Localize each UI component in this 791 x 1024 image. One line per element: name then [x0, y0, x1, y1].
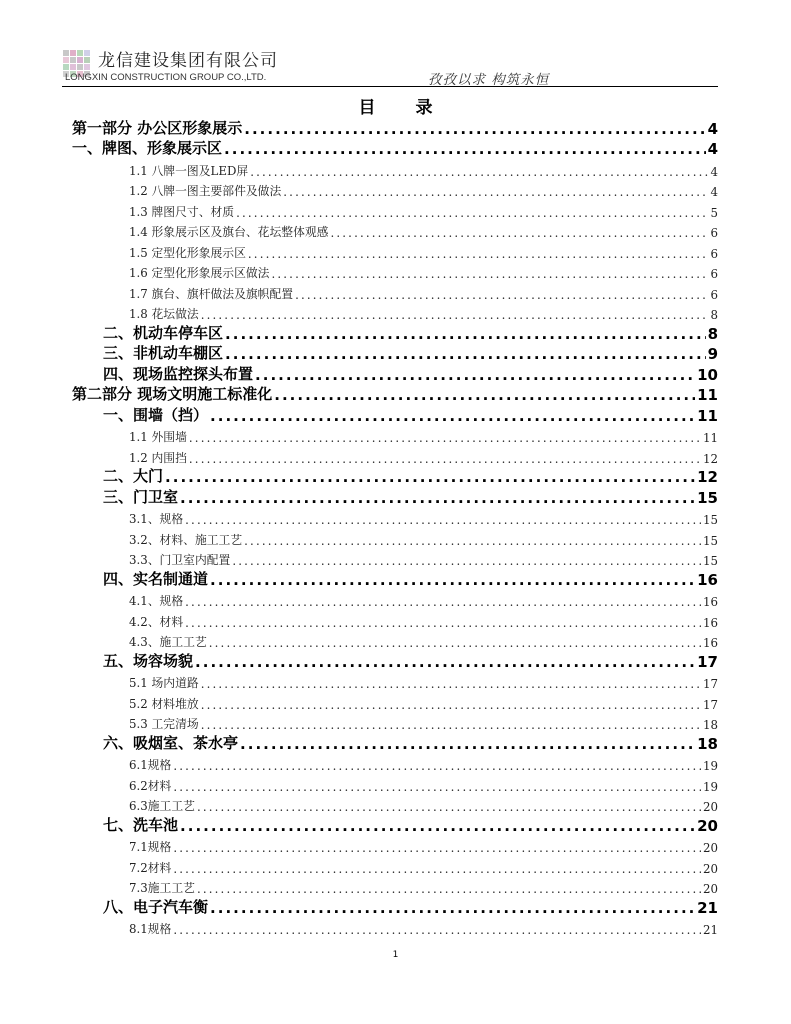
- toc-entry-page: 15: [697, 488, 718, 507]
- toc-entry[interactable]: [72, 179, 718, 200]
- toc-entry-page: 15: [702, 533, 718, 548]
- toc-dot-leader: [236, 206, 708, 220]
- toc-entry[interactable]: [72, 486, 718, 507]
- toc-entry-title: 八、电子汽车衡: [103, 897, 209, 916]
- toc-dot-leader: [197, 800, 701, 814]
- page-header: [62, 44, 718, 90]
- toc-dot-leader: [185, 595, 701, 609]
- toc-entry[interactable]: [72, 630, 718, 651]
- toc-entry-title: 7.3施工工艺: [129, 881, 195, 895]
- toc-dot-leader: [201, 698, 701, 712]
- toc-dot-leader: [295, 288, 708, 302]
- toc-entry-page: 20: [702, 861, 718, 876]
- toc-entry[interactable]: [72, 527, 718, 548]
- toc-entry-page: 6: [710, 226, 718, 240]
- header-divider: [62, 86, 718, 87]
- toc-entry-title: 5.3 工完清场: [129, 717, 199, 731]
- toc-entry-page: 15: [702, 513, 718, 527]
- toc-entry[interactable]: [72, 732, 718, 753]
- toc-entry-title: 五、场容场貌: [103, 651, 194, 670]
- toc-entry-title: 1.6 定型化形象展示区做法: [129, 266, 270, 280]
- toc-entry-page: 8: [707, 324, 718, 343]
- toc-entry-title: 1.4 形象展示区及旗台、花坛整体观感: [129, 225, 329, 239]
- toc-dot-leader: [201, 718, 701, 732]
- toc-entry[interactable]: [72, 609, 718, 630]
- toc-entry-title: 6.1规格: [129, 758, 172, 772]
- toc-entry[interactable]: [72, 712, 718, 733]
- toc-dot-leader: [173, 759, 701, 773]
- toc-entry[interactable]: [72, 917, 718, 938]
- toc-dot-leader: [330, 226, 708, 240]
- toc-entry[interactable]: [72, 855, 718, 876]
- toc-entry-page: 5: [710, 205, 718, 220]
- toc-entry[interactable]: [72, 138, 718, 159]
- toc-dot-leader: [210, 407, 695, 425]
- toc-entry-page: 20: [702, 841, 718, 855]
- toc-entry-page: 6: [710, 267, 718, 281]
- toc-entry[interactable]: [72, 753, 718, 774]
- toc-entry-page: 4: [707, 140, 718, 158]
- toc-entry[interactable]: [72, 384, 718, 405]
- page-number: 1: [392, 950, 399, 960]
- toc-entry-title: 1.5 定型化形象展示区: [129, 245, 246, 260]
- toc-entry-title: 一、牌图、形象展示区: [72, 139, 223, 157]
- toc-entry-page: 8: [710, 308, 718, 322]
- toc-entry-title: 1.2 八牌一图主要部件及做法: [129, 184, 282, 198]
- toc-entry[interactable]: [72, 343, 718, 364]
- toc-dot-leader: [224, 140, 706, 158]
- toc-entry-page: 4: [707, 119, 718, 138]
- toc-entry-title: 1.3 牌图尺寸、材质: [129, 204, 235, 219]
- toc-entry-title: 4.3、施工工艺: [129, 635, 207, 649]
- toc-dot-leader: [244, 534, 701, 548]
- toc-dot-leader: [225, 345, 706, 363]
- toc-entry-page: 16: [697, 570, 718, 589]
- toc-dot-leader: [197, 882, 701, 896]
- toc-dot-leader: [189, 452, 701, 466]
- company-name-cn: 龙信建设集团有限公司: [98, 51, 278, 71]
- toc-entry-page: 21: [702, 923, 718, 937]
- toc-dot-leader: [209, 636, 701, 650]
- toc-dot-leader: [210, 899, 695, 917]
- toc-entry-page: 17: [702, 677, 718, 691]
- toc-entry[interactable]: [72, 589, 718, 610]
- toc-dot-leader: [240, 735, 695, 753]
- toc-entry-title: 7.2材料: [129, 860, 172, 875]
- toc-entry[interactable]: [72, 158, 718, 179]
- toc-entry[interactable]: [72, 568, 718, 589]
- toc-entry-title: 8.1规格: [129, 922, 172, 936]
- toc-entry-page: 10: [697, 365, 718, 384]
- toc-entry[interactable]: [72, 322, 718, 343]
- toc-entry-title: 四、现场监控探头布置: [103, 364, 254, 383]
- toc-entry[interactable]: [72, 240, 718, 261]
- toc-entry-title: 5.2 材料堆放: [129, 696, 199, 711]
- toc-dot-leader: [210, 571, 695, 589]
- toc-dot-leader: [244, 120, 705, 138]
- toc-entry-title: 四、实名制通道: [103, 569, 209, 588]
- toc-entry-title: 一、围墙（挡）: [103, 405, 209, 424]
- toc-dot-leader: [274, 386, 695, 404]
- toc-entry[interactable]: [72, 876, 718, 897]
- toc-entry-title: 3.2、材料、施工工艺: [129, 532, 243, 547]
- toc-entry-title: 三、门卫室: [103, 487, 179, 506]
- toc-entry[interactable]: [72, 261, 718, 282]
- toc-entry[interactable]: [72, 425, 718, 446]
- toc-dot-leader: [283, 185, 708, 199]
- toc-dot-leader: [225, 325, 706, 343]
- toc-entry-page: 17: [697, 652, 718, 671]
- toc-entry-page: 18: [697, 734, 718, 753]
- toc-entry[interactable]: [72, 548, 718, 569]
- company-slogan: 孜孜以求 构筑永恒: [428, 72, 550, 88]
- toc-entry[interactable]: [72, 404, 718, 425]
- toc-dot-leader: [195, 653, 695, 671]
- toc-entry-page: 18: [702, 718, 718, 732]
- toc-entry-page: 4: [710, 164, 718, 179]
- toc-entry-title: 1.1 八牌一图及LED屏: [129, 163, 249, 178]
- toc-dot-leader: [201, 677, 701, 691]
- toc-entry-page: 12: [702, 451, 718, 466]
- toc-dot-leader: [201, 308, 709, 322]
- toc-entry-page: 16: [702, 595, 718, 609]
- toc-entry[interactable]: [72, 671, 718, 692]
- toc-entry-page: 12: [697, 468, 718, 486]
- toc-entry[interactable]: [72, 814, 718, 835]
- company-name-en: LONGXIN CONSTRUCTION GROUP CO.,LTD.: [65, 72, 267, 83]
- toc-entry-title: 6.3施工工艺: [129, 799, 195, 813]
- toc-entry-title: 4.1、规格: [129, 594, 184, 608]
- toc-dot-leader: [271, 267, 708, 281]
- toc-entry-page: 11: [697, 386, 718, 404]
- toc-dot-leader: [173, 841, 701, 855]
- toc-entry[interactable]: [72, 466, 718, 487]
- toc-entry-title: 三、非机动车棚区: [103, 344, 224, 362]
- toc-entry-title: 5.1 场内道路: [129, 676, 199, 690]
- toc-entry-title: 1.7 旗台、旗杆做法及旗帜配置: [129, 286, 294, 301]
- toc-entry[interactable]: [72, 445, 718, 466]
- toc-entry-page: 6: [710, 287, 718, 302]
- toc-dot-leader: [189, 431, 701, 445]
- toc-entry-page: 16: [702, 636, 718, 650]
- toc-entry-title: 1.1 外围墙: [129, 430, 187, 444]
- toc-entry-title: 六、吸烟室、茶水亭: [103, 733, 239, 752]
- toc-entry-page: 11: [697, 406, 718, 425]
- table-of-contents: [72, 117, 718, 937]
- toc-entry-page: 20: [697, 816, 718, 835]
- toc-entry-page: 19: [702, 779, 718, 794]
- toc-entry-page: 19: [702, 759, 718, 773]
- toc-entry-title: 3.1、规格: [129, 512, 184, 526]
- toc-entry-title: 1.8 花坛做法: [129, 307, 199, 321]
- toc-entry-title: 1.2 内围挡: [129, 450, 187, 465]
- toc-entry[interactable]: [72, 220, 718, 241]
- toc-entry-page: 4: [710, 185, 718, 199]
- toc-entry[interactable]: [72, 773, 718, 794]
- toc-entry-page: 20: [702, 882, 718, 896]
- toc-entry[interactable]: [72, 302, 718, 323]
- toc-entry[interactable]: [72, 835, 718, 856]
- toc-entry[interactable]: [72, 363, 718, 384]
- toc-dot-leader: [165, 468, 695, 486]
- toc-entry-page: 15: [702, 554, 718, 568]
- toc-entry[interactable]: [72, 691, 718, 712]
- toc-entry[interactable]: [72, 117, 718, 138]
- toc-dot-leader: [232, 554, 701, 568]
- toc-entry[interactable]: [72, 794, 718, 815]
- toc-entry-page: 9: [707, 345, 718, 363]
- toc-dot-leader: [180, 817, 695, 835]
- toc-entry-title: 七、洗车池: [103, 815, 179, 834]
- toc-entry-page: 21: [697, 898, 718, 917]
- toc-entry-title: 6.2材料: [129, 778, 172, 793]
- toc-entry-title: 3.3、门卫室内配置: [129, 553, 231, 567]
- toc-entry[interactable]: [72, 507, 718, 528]
- toc-dot-leader: [173, 923, 701, 937]
- toc-entry-title: 4.2、材料: [129, 614, 184, 629]
- toc-dot-leader: [173, 862, 701, 876]
- toc-dot-leader: [185, 513, 701, 527]
- toc-entry-title: 二、机动车停车区: [103, 323, 224, 342]
- toc-entry[interactable]: [72, 650, 718, 671]
- toc-entry-page: 6: [710, 246, 718, 261]
- toc-entry-title: 7.1规格: [129, 840, 172, 854]
- toc-dot-leader: [248, 247, 709, 261]
- toc-dot-leader: [180, 489, 695, 507]
- toc-entry-title: 二、大门: [103, 467, 164, 485]
- toc-entry[interactable]: [72, 896, 718, 917]
- toc-entry-page: 16: [702, 615, 718, 630]
- toc-entry-title: 第一部分 办公区形象展示: [72, 118, 243, 137]
- toc-entry[interactable]: [72, 199, 718, 220]
- toc-entry-page: 11: [702, 431, 718, 445]
- toc-entry[interactable]: [72, 281, 718, 302]
- toc-entry-page: 17: [702, 697, 718, 712]
- toc-entry-page: 20: [702, 800, 718, 814]
- toc-entry-title: 第二部分 现场文明施工标准化: [72, 385, 273, 403]
- toc-title: 目 录: [358, 98, 433, 118]
- toc-dot-leader: [250, 165, 708, 179]
- toc-dot-leader: [255, 366, 695, 384]
- toc-dot-leader: [173, 780, 701, 794]
- toc-dot-leader: [185, 616, 701, 630]
